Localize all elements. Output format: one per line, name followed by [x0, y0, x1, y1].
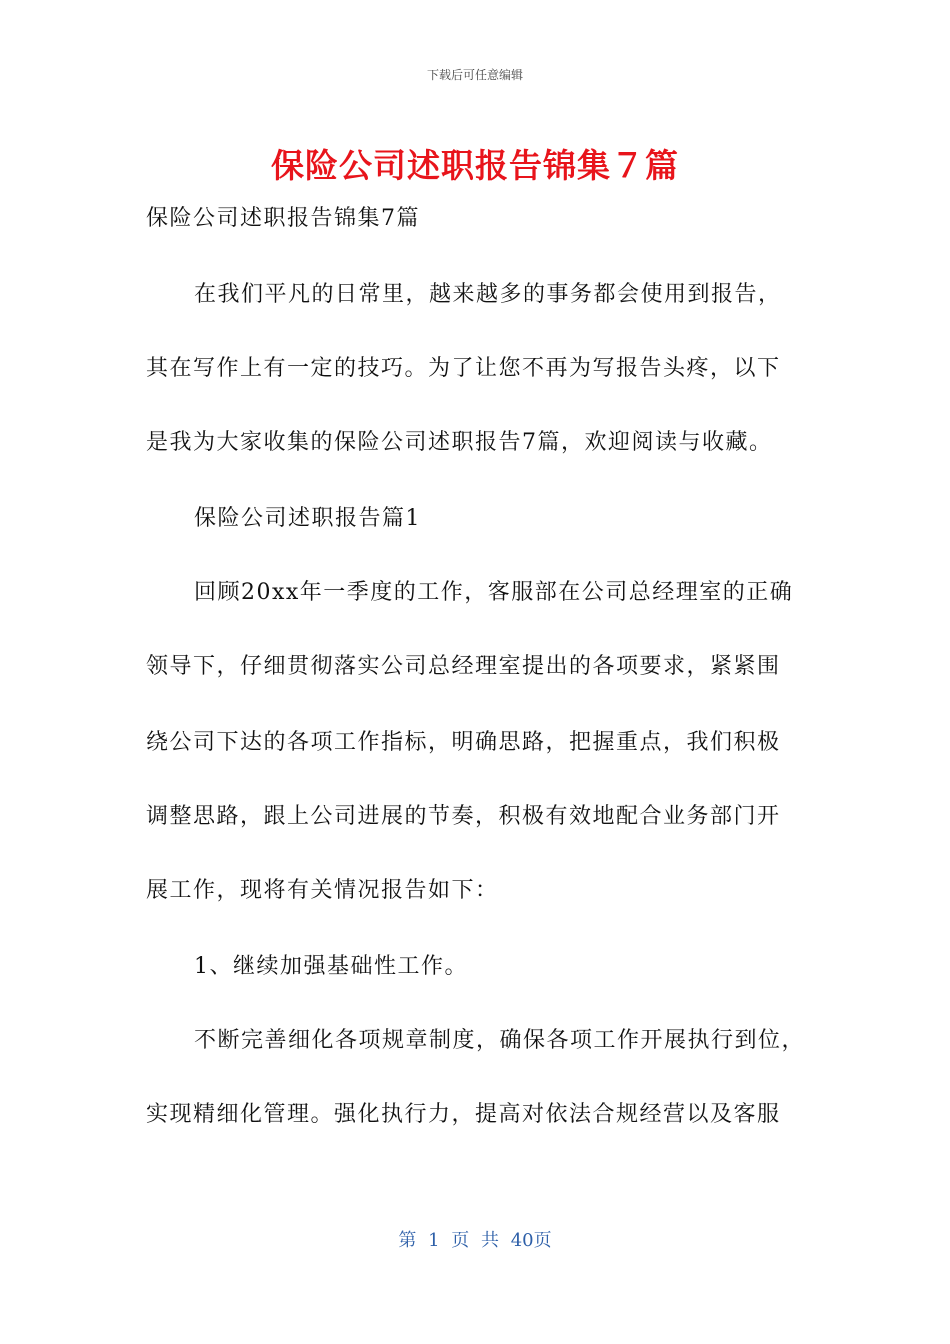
paragraph-line: 调整思路，跟上公司进展的节奏，积极有效地配合业务部门开 — [146, 804, 781, 829]
document-title: 保险公司述职报告锦集７篇 — [271, 146, 679, 185]
section-heading: 保险公司述职报告篇1 — [194, 506, 421, 531]
subtitle-line: 保险公司述职报告锦集7篇 — [146, 206, 420, 231]
paragraph-line: 绕公司下达的各项工作指标，明确思路，把握重点，我们积极 — [146, 730, 781, 755]
paragraph-line: 是我为大家收集的保险公司述职报告7篇，欢迎阅读与收藏。 — [146, 430, 773, 455]
paragraph-line: 其在写作上有一定的技巧。为了让您不再为写报告头疼，以下 — [146, 356, 781, 381]
paragraph-line: 不断完善细化各项规章制度，确保各项工作开展执行到位， — [194, 1028, 806, 1053]
paragraph-line: 实现精细化管理。强化执行力，提高对依法合规经营以及客服 — [146, 1102, 781, 1127]
paragraph-line: 领导下，仔细贯彻落实公司总经理室提出的各项要求，紧紧围 — [146, 654, 781, 679]
list-item-heading: 1、继续加强基础性工作。 — [194, 954, 468, 979]
page-footer: 第 1 页 共 40页 — [398, 1230, 552, 1251]
paragraph-line: 回顾20xx年一季度的工作，客服部在公司总经理室的正确 — [194, 580, 794, 605]
paragraph-line: 展工作，现将有关情况报告如下： — [146, 878, 499, 903]
header-note: 下载后可任意编辑 — [426, 68, 523, 82]
paragraph-line: 在我们平凡的日常里，越来越多的事务都会使用到报告， — [194, 282, 782, 307]
